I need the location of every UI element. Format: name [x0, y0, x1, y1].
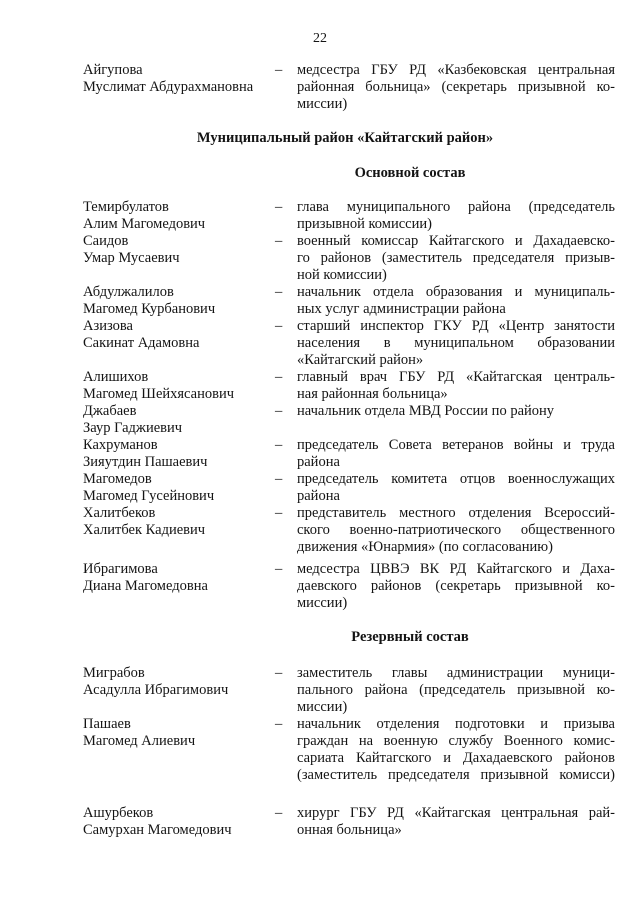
member-role: старший инспектор ГКУ РД «Центр занятости населения в муниципальном образовании «Кайтагский район»: [297, 318, 615, 368]
member-role: хирург ГБУ РД «Кайтагская центральная рай- онная больница»: [297, 805, 615, 838]
dash: –: [275, 437, 283, 453]
dash: –: [275, 403, 283, 419]
dash: –: [275, 369, 283, 385]
main-entry-1: [0, 199, 640, 233]
dash: –: [275, 199, 283, 215]
member-name: Магомедов Магомед Гусейнович: [83, 471, 215, 504]
dash: –: [275, 284, 283, 300]
dash: –: [275, 716, 283, 732]
member-role: военный комиссар Кайтагского и Дахадаевско- го районов (заместитель председателя призыв- ной комиссии): [297, 233, 615, 283]
dash: –: [275, 665, 283, 681]
member-role: представитель местного отделения Всероссий- ского военно-патриотического общественного движения «Юнармия» (по согласованию): [297, 505, 615, 555]
reserve-entry-2: [0, 716, 640, 784]
main-entry-6: [0, 403, 640, 437]
main-entry-9: [0, 505, 640, 556]
member-name: Азизова Сакинат Адамовна: [83, 318, 200, 351]
dash: –: [275, 318, 283, 334]
member-role: начальник отдела образования и муниципаль- ных услуг администрации района: [297, 284, 615, 317]
member-role: начальник отделения подготовки и призыва граждан на военную службу Военного комис- сариата Кайтагского и Дахадаевского районов (заместитель председателя призывной комисси): [297, 716, 615, 783]
member-name: Миграбов Асадулла Ибрагимович: [83, 665, 229, 698]
main-entry-4: [0, 318, 640, 369]
dash: –: [275, 561, 283, 577]
dash: –: [275, 233, 283, 249]
dash: –: [275, 805, 283, 821]
member-name: Темирбулатов Алим Магомедович: [83, 199, 206, 232]
reserve-composition-title: Резервный состав: [351, 629, 469, 645]
member-name: Айгупова Муслимат Абдурахмановна: [83, 62, 254, 95]
member-role: медсестра ГБУ РД «Казбековская центральная районная больница» (секретарь призывной ко- миссии): [297, 62, 615, 112]
dash: –: [275, 505, 283, 521]
member-role: главный врач ГБУ РД «Кайтагская централь- ная районная больница»: [297, 369, 615, 402]
member-name: Пашаев Магомед Алиевич: [83, 716, 196, 749]
top-entry: [0, 62, 640, 113]
main-entry-7: [0, 437, 640, 471]
dash: –: [275, 62, 283, 78]
reserve-entry-1: [0, 665, 640, 716]
member-name: Ашурбеков Самурхан Магомедович: [83, 805, 232, 838]
member-role: председатель Совета ветеранов войны и труда района: [297, 437, 615, 470]
member-role: глава муниципального района (председатель призывной комиссии): [297, 199, 615, 232]
member-role: начальник отдела МВД России по району: [297, 403, 555, 419]
main-entry-5: [0, 369, 640, 403]
member-name: Алишихов Магомед Шейхясанович: [83, 369, 235, 402]
member-role: заместитель главы администрации муници- пального района (председатель призывной ко- миссии): [297, 665, 615, 715]
main-entry-8: [0, 471, 640, 505]
member-name: Джабаев Заур Гаджиевич: [83, 403, 183, 436]
member-role: медсестра ЦВВЭ ВК РД Кайтагского и Даха- даевского районов (секретарь призывной ко- миссии): [297, 561, 615, 611]
district-title: Муниципальный район «Кайтагский район»: [196, 130, 494, 146]
member-name: Халитбеков Халитбек Кадиевич: [83, 505, 206, 538]
dash: –: [275, 471, 283, 487]
member-name: Кахруманов Зияутдин Пашаевич: [83, 437, 208, 470]
main-composition-title: Основной состав: [354, 165, 466, 181]
main-entry-3: [0, 284, 640, 318]
main-entry-2: [0, 233, 640, 284]
page-number: 22: [313, 31, 327, 46]
member-role: председатель комитета отцов военнослужащих района: [297, 471, 615, 504]
member-name: Абдулжалилов Магомед Курбанович: [83, 284, 216, 317]
member-name: Ибрагимова Диана Магомедовна: [83, 561, 208, 594]
member-name: Саидов Умар Мусаевич: [83, 233, 180, 266]
reserve-entry-3: [0, 805, 640, 839]
main-entry-10: [0, 561, 640, 612]
